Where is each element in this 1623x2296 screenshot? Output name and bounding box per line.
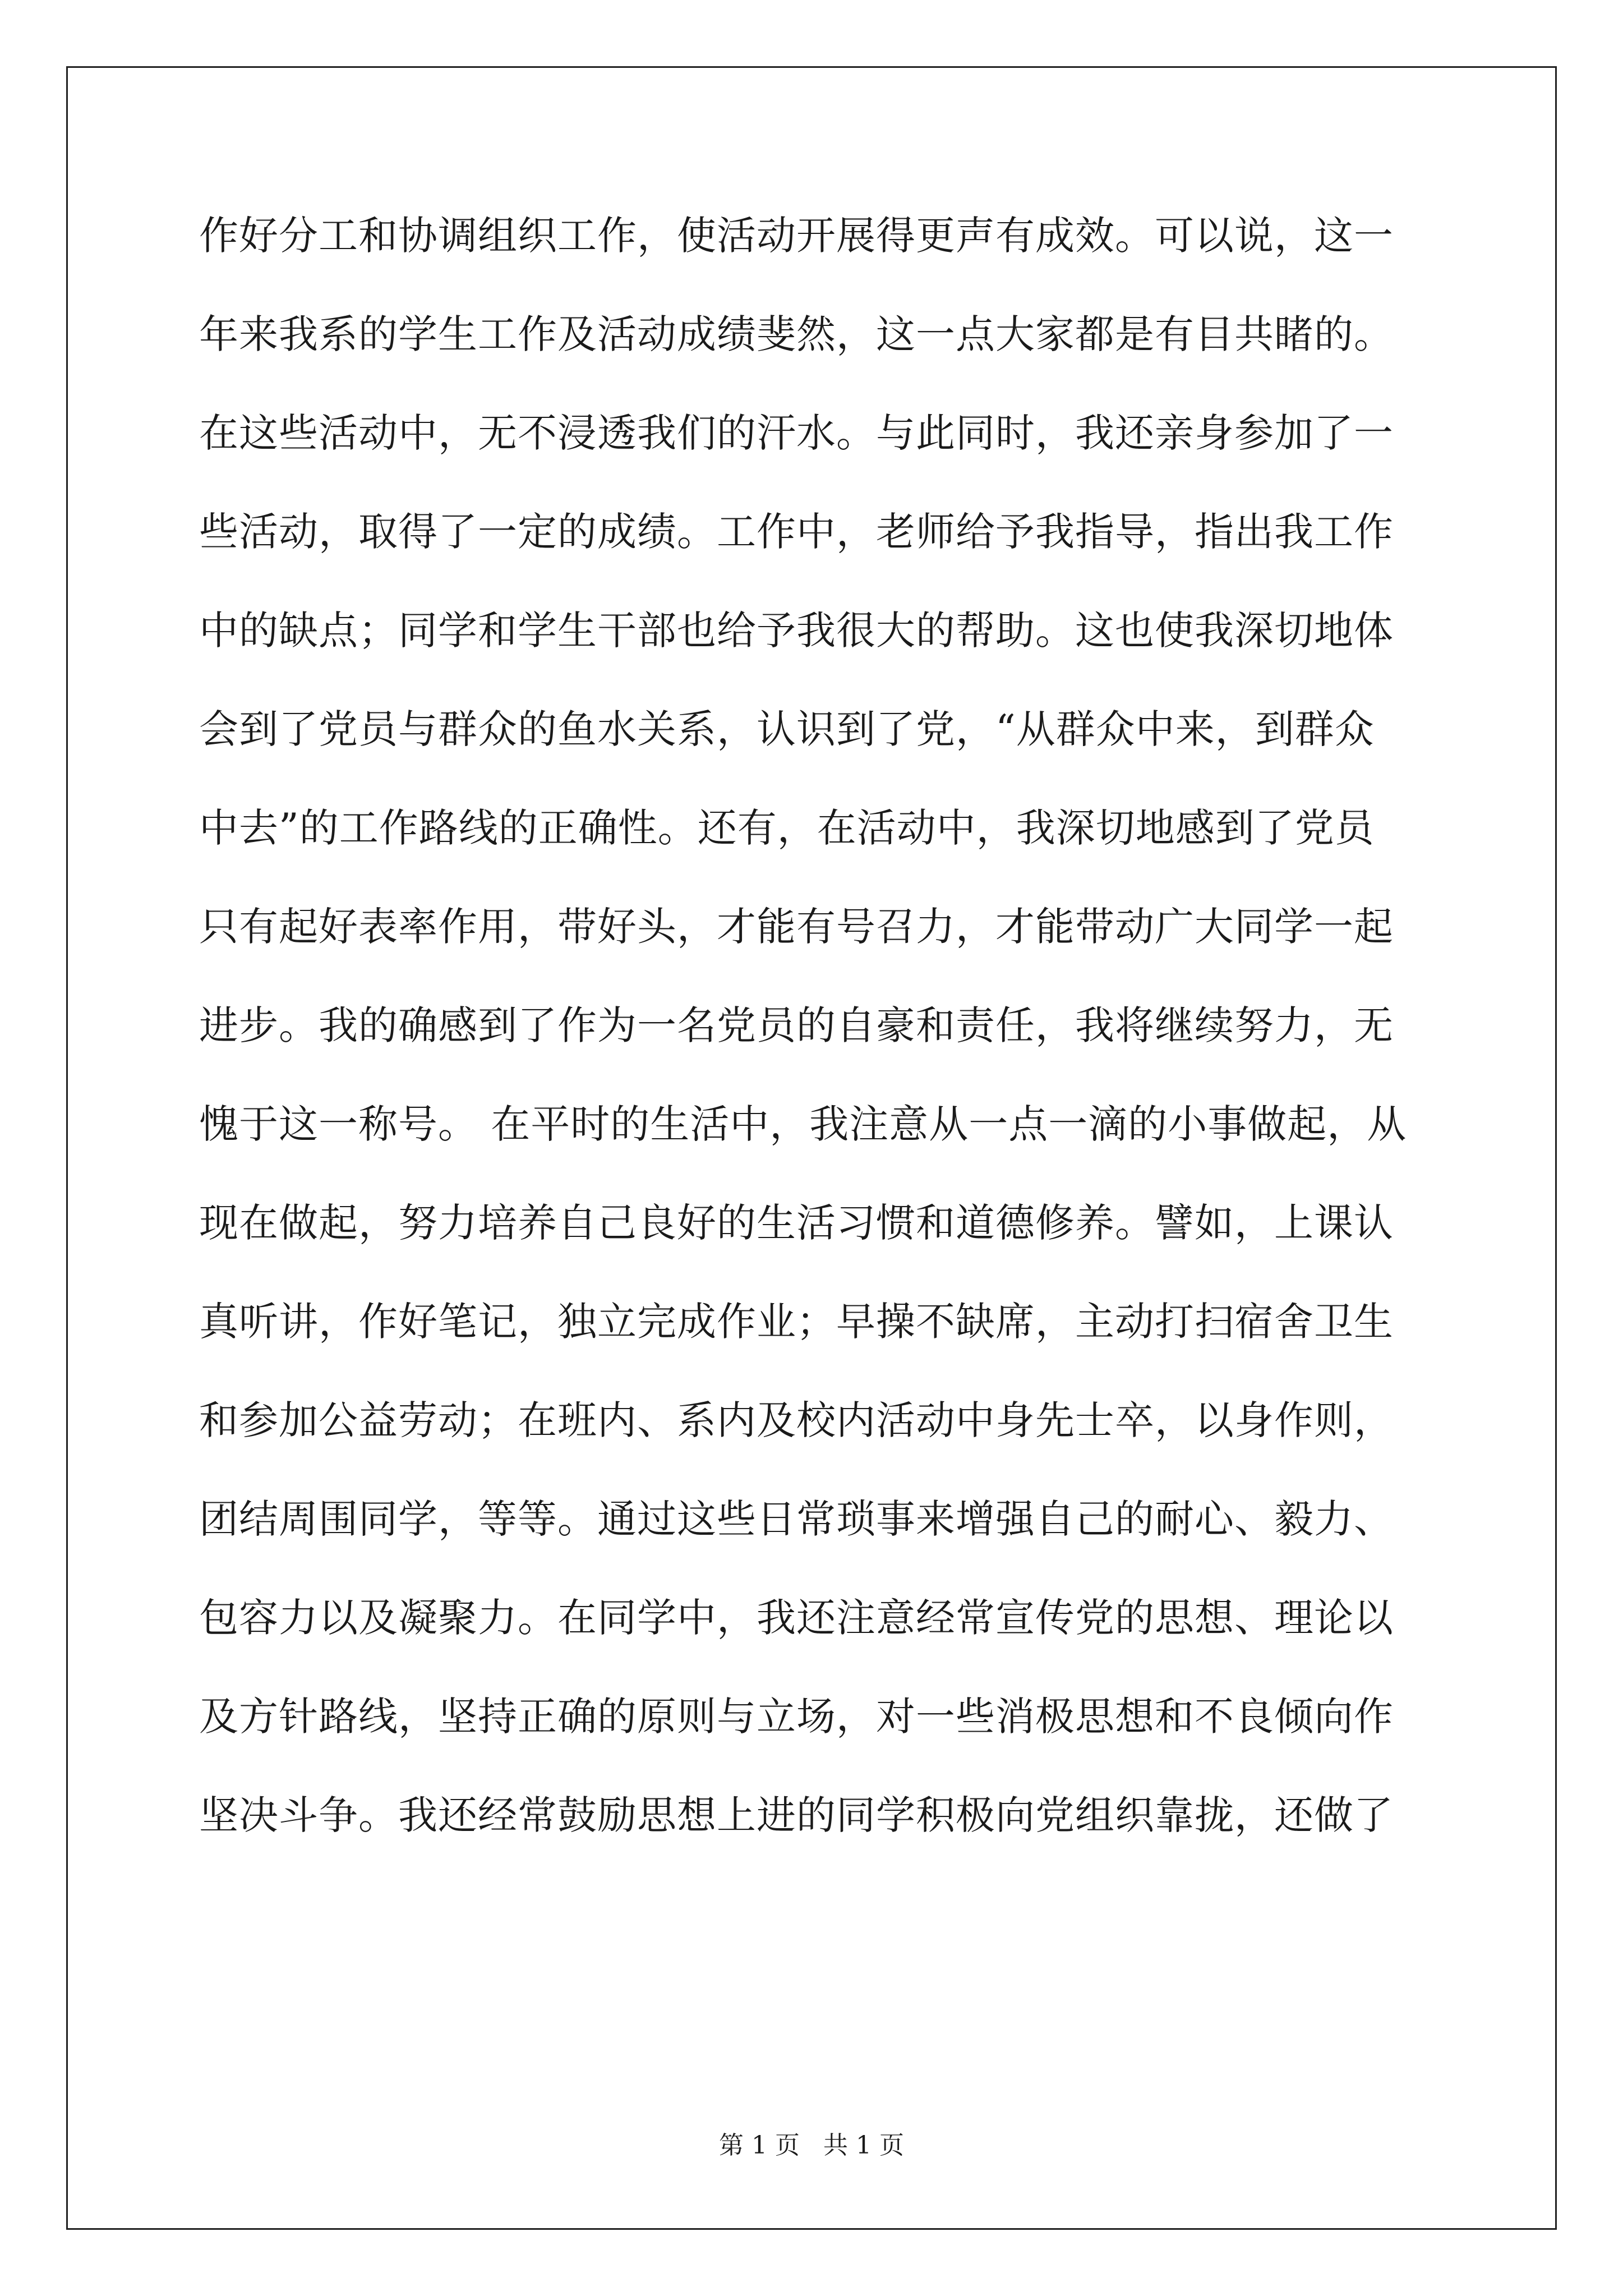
text-line: 及方针路线，坚持正确的原则与立场，对一些消极思想和不良倾向作	[199, 1694, 1394, 1740]
text-line: 真听讲，作好笔记，独立完成作业；早操不缺席，主动打扫宿舍卫生	[199, 1299, 1394, 1345]
text-line: 进步。我的确感到了作为一名党员的自豪和责任，我将继续努力，无	[199, 1002, 1394, 1048]
text-line: 坚决斗争。我还经常鼓励思想上进的同学积极向党组织靠拢，还做了	[199, 1792, 1394, 1838]
text-line: 团结周围同学，等等。通过这些日常琐事来增强自己的耐心、毅力、	[199, 1496, 1394, 1542]
text-line: 愧于这一称号。 在平时的生活中，我注意从一点一滴的小事做起，从	[199, 1101, 1407, 1147]
text-line: 中的缺点；同学和学生干部也给予我很大的帮助。这也使我深切地体	[199, 608, 1394, 654]
text-line: 包容力以及凝聚力。在同学中，我还注意经常宣传党的思想、理论以	[199, 1595, 1394, 1641]
document-body	[199, 208, 1433, 1886]
text-line: 和参加公益劳动；在班内、系内及校内活动中身先士卒，以身作则，	[199, 1397, 1394, 1443]
page-number-footer: 第 1 页 共 1 页	[719, 2131, 904, 2160]
text-line: 些活动，取得了一定的成绩。工作中，老师给予我指导，指出我工作	[199, 509, 1394, 555]
text-line: 会到了党员与群众的鱼水关系，认识到了党，“从群众中来，到群众	[199, 706, 1375, 752]
text-line: 作好分工和协调组织工作，使活动开展得更声有成效。可以说，这一	[199, 213, 1394, 259]
text-line: 中去”的工作路线的正确性。还有，在活动中，我深切地感到了党员	[199, 805, 1375, 851]
text-line: 现在做起，努力培养自己良好的生活习惯和道德修养。譬如，上课认	[199, 1200, 1394, 1246]
text-line: 在这些活动中，无不浸透我们的汗水。与此同时，我还亲身参加了一	[199, 410, 1394, 456]
text-line: 年来我系的学生工作及活动成绩斐然，这一点大家都是有目共睹的。	[199, 311, 1394, 357]
text-line: 只有起好表率作用，带好头，才能有号召力，才能带动广大同学一起	[199, 904, 1394, 950]
